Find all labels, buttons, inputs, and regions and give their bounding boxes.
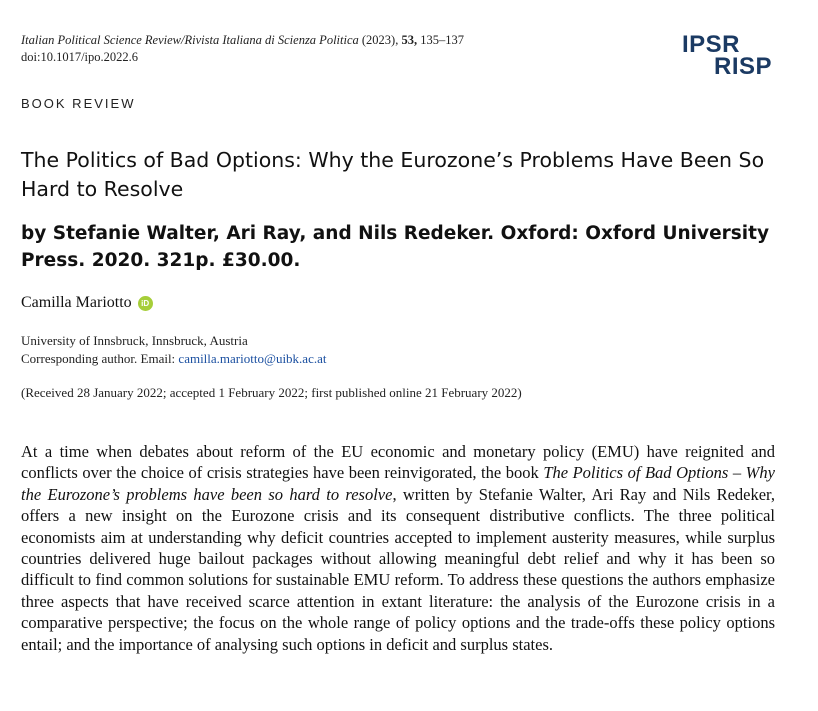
author-email-link[interactable]: camilla.mariotto@uibk.ac.at: [178, 351, 327, 366]
article-title: The Politics of Bad Options: Why the Eurozone’s Problems Have Been So Hard to Resolve: [21, 148, 765, 201]
journal-name: Italian Political Science Review/Rivista Italiana di Scienza Politica: [21, 33, 359, 47]
journal-citation: [21, 32, 464, 66]
journal-pages: 135–137: [420, 33, 464, 47]
book-details: by Stefanie Walter, Ari Ray, and Nils Redeker. Oxford: Oxford University Press. 2020. 321p. £30.00.: [21, 223, 770, 271]
corresponding-author: [21, 350, 326, 368]
orcid-icon[interactable]: iD: [138, 296, 153, 311]
journal-year: (2023),: [361, 33, 399, 47]
body-text-part2: , written by Stefanie Walter, Ari Ray and Nils Redeker, offers a new insight on the Eurozone crisis and its consequent distributive conflicts. The three political economists aim at understanding why deficit countries accepted to implement austerity measures, while surplus countries delivered huge bailout packages without allowing meaningful debt relief and why it has been so difficult to find common solutions for sustainable EMU reform. To address these questions the authors emphasize three aspects that have received scarce attention in extant literature: the analysis of the Eurozone crisis in a comparative perspective; the focus on the whole range of policy options and the trade-offs these policy options entail; and the importance of analysing such options in deficit and surplus states.: [21, 484, 776, 654]
affiliation-block: [21, 332, 326, 368]
journal-volume: 53,: [401, 33, 418, 47]
journal-logo: [681, 31, 772, 80]
body-text-part1: At a time when debates about reform of the EU economic and monetary policy (EMU) have reignited and conflicts over the choice of crisis strategies have been reinvigorated, the book: [21, 442, 775, 483]
corresponding-label: Corresponding author. Email:: [21, 351, 176, 366]
logo-line-ipsr: IPSR: [681, 31, 740, 58]
author-line: [21, 294, 153, 312]
doi[interactable]: doi:10.1017/ipo.2022.6: [21, 50, 139, 64]
publication-history: (Received 28 January 2022; accepted 1 February 2022; first published online 21 February 2022): [21, 385, 522, 400]
journal-citation-line: [21, 32, 464, 49]
institution: University of Innsbruck, Innsbruck, Austria: [21, 333, 248, 348]
section-label: BOOK REVIEW: [21, 96, 136, 111]
logo-line-risp: RISP: [713, 53, 772, 80]
book-title-italic: The Politics of Bad Options – Why the Eurozone’s problems have been so hard to resolve: [21, 463, 775, 504]
body-paragraph: [21, 441, 775, 655]
author-name[interactable]: Camilla Mariotto: [21, 294, 132, 311]
